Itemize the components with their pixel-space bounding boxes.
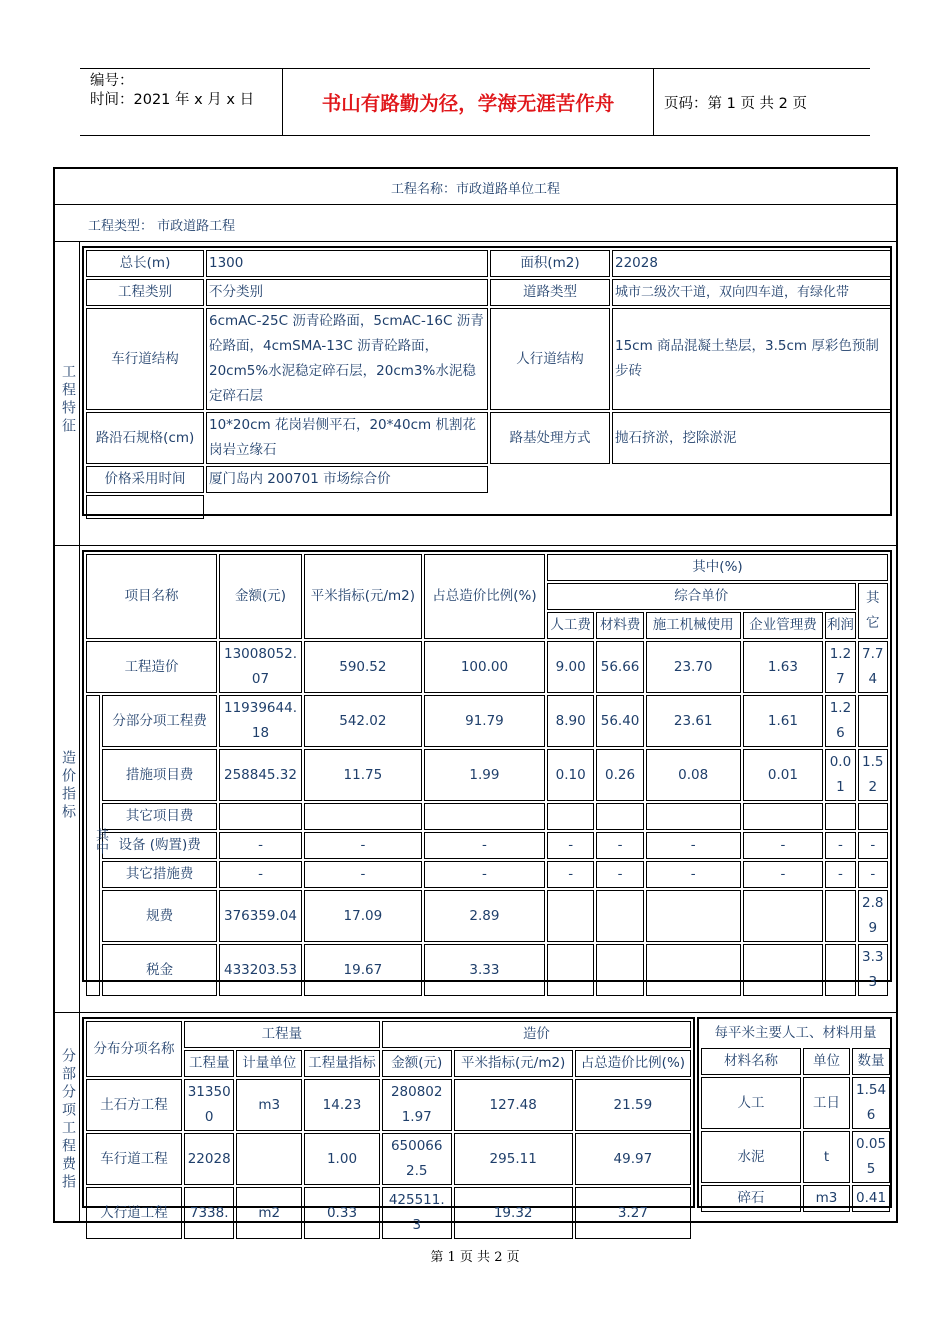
header-meta — [80, 69, 282, 135]
total-length-value: 1300 — [206, 250, 488, 277]
sidewalk-value: 15cm 商品混凝土垫层，3.5cm 厚彩色预制步砖 — [612, 308, 892, 410]
col-quantity-group: 工程量 — [184, 1021, 380, 1048]
row-profit: 1.26 — [825, 695, 855, 747]
cost-index-table — [84, 552, 890, 998]
col-material: 材料费 — [596, 612, 643, 639]
materials-title: 每平米主要人工、材料用量 — [714, 1025, 877, 1041]
carriageway-value: 6cmAC-25C 沥青砼路面，5cmAC-16C 沥青砼路面，4cmSMA-13C 沥青砼路面，20cm5%水泥稳定碎石层，20cm3%水泥稳定碎石层 — [206, 308, 488, 410]
subgrade-value: 抛石挤淤，挖除淤泥 — [612, 412, 892, 464]
material-name: 人工 — [701, 1077, 801, 1129]
row-name: 分部分项工程费 — [102, 695, 217, 747]
row-name: 措施项目费 — [102, 749, 217, 801]
price-time-value: 厦门岛内 200701 市场综合价 — [206, 466, 488, 493]
curb-label: 路沿石规格(cm) — [86, 412, 204, 464]
road-type-label: 道路类型 — [490, 279, 610, 306]
area-value: 22028 — [612, 250, 892, 277]
category-value: 不分类别 — [206, 279, 488, 306]
table-row: 土石方工程 313500 m3 14.23 2808021.97 127.48 21.59 — [86, 1079, 691, 1131]
row-ratio: 1.99 — [424, 749, 545, 801]
col-sub-amount: 金额(元) — [382, 1050, 452, 1077]
table-row: 规费 376359.04 17.09 2.89 2.89 — [86, 890, 888, 942]
col-per-m2: 平米指标(元/m2) — [304, 554, 422, 639]
row-name: 税金 — [102, 944, 217, 996]
material-name: 水泥 — [701, 1131, 801, 1183]
total-profit: 1.27 — [825, 641, 855, 693]
sub-label-text: 其中 — [93, 827, 108, 854]
col-item: 项目名称 — [86, 554, 217, 639]
row-management: 1.61 — [743, 695, 824, 747]
table-row — [86, 641, 888, 693]
page-footer: 第 1 页 共 2 页 — [430, 1250, 520, 1265]
row-machine: 0.08 — [646, 749, 741, 801]
features-section-label: 工程特征 — [60, 364, 76, 436]
subgrade-label: 路基处理方式 — [490, 412, 610, 464]
row-labor: 0.10 — [547, 749, 594, 801]
sub-row-name: 人行道工程 — [86, 1187, 182, 1239]
row-machine: 23.61 — [646, 695, 741, 747]
carriageway-label: 车行道结构 — [86, 308, 204, 410]
area-label: 面积(m2) — [490, 250, 610, 277]
col-quantity-index: 工程量指标 — [304, 1050, 380, 1077]
table-row: 其它措施费 - - - - - - - - - — [86, 861, 888, 888]
col-machine: 施工机械使用 — [646, 612, 741, 639]
col-sub-per-m2: 平米指标(元/m2) — [454, 1050, 573, 1077]
total-length-label: 总长(m) — [86, 250, 204, 277]
row-material: 0.26 — [596, 749, 643, 801]
col-unit: 计量单位 — [236, 1050, 302, 1077]
total-management: 1.63 — [743, 641, 824, 693]
time-label: 时间：2021 年 x 月 x 日 — [90, 92, 255, 108]
sub-label — [86, 695, 108, 996]
col-unit-price: 综合单价 — [547, 583, 856, 610]
price-time-label: 价格采用时间 — [86, 466, 204, 493]
table-row: 税金 433203.53 19.67 3.33 3.33 — [86, 944, 888, 996]
col-labor: 人工费 — [547, 612, 594, 639]
col-material-unit: 单位 — [803, 1048, 850, 1075]
materials-table — [699, 1019, 892, 1214]
table-row: 车行道工程 22028 1.00 6500662.5 295.11 49.97 — [86, 1133, 691, 1185]
row-ratio: 91.79 — [424, 695, 545, 747]
total-per-m2: 590.52 — [304, 641, 422, 693]
table-row — [86, 749, 888, 801]
row-labor: 8.90 — [547, 695, 594, 747]
row-name: 设备 (购置)费 — [102, 832, 217, 859]
table-row: 人行道工程 7338. m2 0.33 425511.3 19.32 3.27 — [86, 1187, 691, 1239]
material-name: 碎石 — [701, 1185, 801, 1212]
features-table — [84, 248, 894, 521]
total-labor: 9.00 — [547, 641, 594, 693]
page-number: 页码：第 1 页 共 2 页 — [664, 95, 807, 112]
col-management: 企业管理费 — [743, 612, 824, 639]
row-name: 其它措施费 — [102, 861, 217, 888]
col-cost-group: 造价 — [382, 1021, 691, 1048]
page-header — [80, 68, 870, 136]
table-row — [86, 803, 888, 830]
row-profit: 0.01 — [825, 749, 855, 801]
sub-row-name: 车行道工程 — [86, 1133, 182, 1185]
total-name: 工程造价 — [86, 641, 217, 693]
total-amount: 13008052.07 — [219, 641, 302, 693]
total-material: 56.66 — [596, 641, 643, 693]
row-per-m2: 11.75 — [304, 749, 422, 801]
sidewalk-label: 人行道结构 — [490, 308, 610, 410]
total-other: 7.74 — [858, 641, 888, 693]
curb-value: 10*20cm 花岗岩侧平石，20*40cm 机割花岗岩立缘石 — [206, 412, 488, 464]
row-per-m2: 542.02 — [304, 695, 422, 747]
table-row: 人工 工日 1.546 — [701, 1077, 890, 1129]
col-material-name: 材料名称 — [701, 1048, 801, 1075]
row-amount: 258845.32 — [219, 749, 302, 801]
row-other: 1.52 — [858, 749, 888, 801]
col-other: 其它 — [858, 583, 888, 639]
category-label: 工程类别 — [86, 279, 204, 306]
project-title: 工程名称：市政道路单位工程 — [390, 182, 560, 197]
row-management: 0.01 — [743, 749, 824, 801]
table-row — [86, 695, 888, 747]
table-row: 设备 (购置)费 - - - - - - - - - — [86, 832, 888, 859]
row-name: 其它项目费 — [102, 803, 217, 830]
sub-items-table — [84, 1019, 693, 1241]
total-machine: 23.70 — [646, 641, 741, 693]
col-amount: 金额(元) — [219, 554, 302, 639]
total-ratio: 100.00 — [424, 641, 545, 693]
row-amount: 11939644.18 — [219, 695, 302, 747]
col-of-which: 其中(%) — [547, 554, 888, 581]
row-name: 规费 — [102, 890, 217, 942]
row-material: 56.40 — [596, 695, 643, 747]
motto: 书山有路勤为径，学海无涯苦作舟 — [282, 69, 654, 135]
cost-index-section-label: 造价指标 — [60, 750, 76, 822]
sub-row-name: 土石方工程 — [86, 1079, 182, 1131]
col-sub-ratio: 占总造价比例(%) — [575, 1050, 691, 1077]
road-type-value: 城市二级次干道，双向四车道，有绿化带 — [612, 279, 892, 306]
code-label: 编号： — [90, 73, 134, 89]
project-type: 工程类型： 市政道路工程 — [88, 219, 236, 234]
row-other — [858, 695, 888, 747]
col-material-qty: 数量 — [852, 1048, 890, 1075]
col-profit: 利润 — [825, 612, 855, 639]
col-quantity: 工程量 — [184, 1050, 235, 1077]
table-row: 碎石 m3 0.41 — [701, 1185, 890, 1212]
table-row: 水泥 t 0.055 — [701, 1131, 890, 1183]
col-ratio: 占总造价比例(%) — [424, 554, 545, 639]
sub-items-section-label: 分部分项工程费指 — [60, 1048, 76, 1192]
col-sub-name: 分布分项名称 — [86, 1021, 182, 1077]
